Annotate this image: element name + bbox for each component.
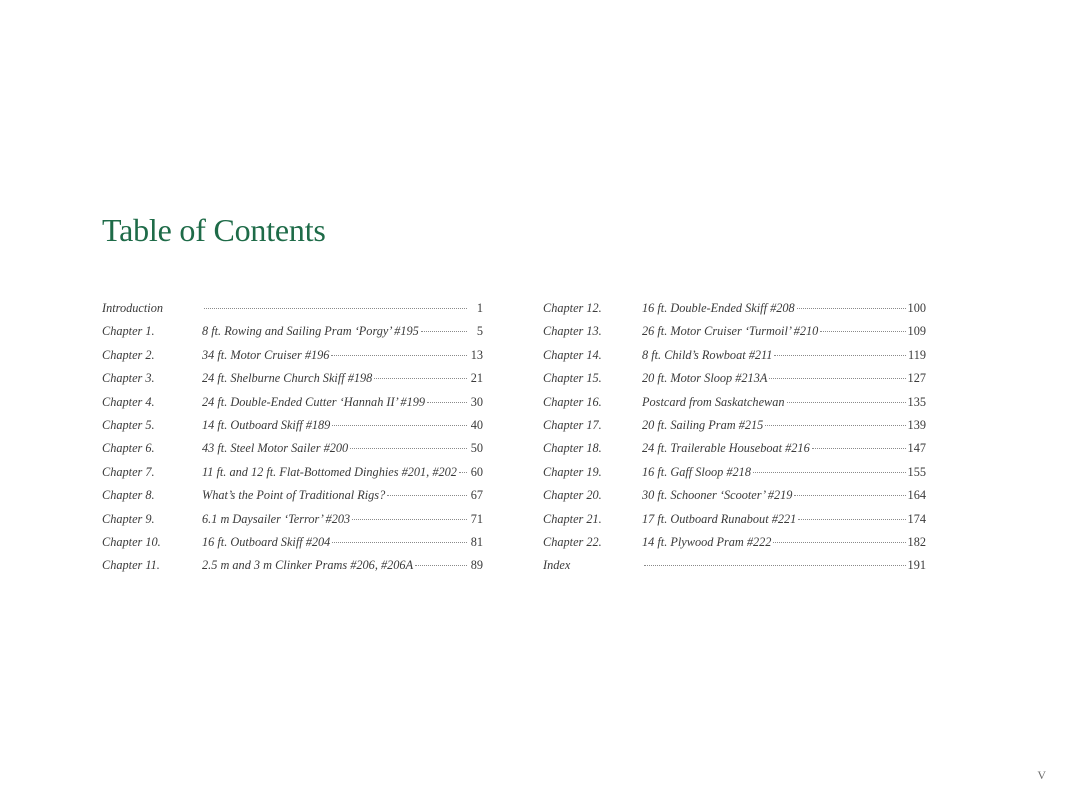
toc-entry[interactable] <box>543 554 926 577</box>
toc-entry-page-number: 60 <box>470 464 483 479</box>
toc-entry-title: 16 ft. Gaff Sloop #218 <box>642 464 751 479</box>
toc-entry-page-number: 182 <box>907 534 926 549</box>
toc-entry[interactable] <box>543 344 926 367</box>
toc-entry-title: 14 ft. Plywood Pram #222 <box>642 534 772 549</box>
dot-leader <box>820 331 905 332</box>
dot-leader <box>387 495 467 496</box>
toc-entry-page-number: 147 <box>907 441 926 456</box>
toc-entry-title: 30 ft. Schooner ‘Scooter’ #219 <box>642 488 793 503</box>
dot-leader <box>332 425 467 426</box>
toc-entry-label: Chapter 22. <box>543 534 602 549</box>
toc-entry[interactable] <box>102 367 483 390</box>
toc-entry[interactable] <box>102 461 483 484</box>
toc-entry-label: Chapter 2. <box>102 347 155 362</box>
toc-entry-page-number: 67 <box>470 488 483 503</box>
toc-entry-title: 8 ft. Child’s Rowboat #211 <box>642 347 773 362</box>
toc-entry-label: Chapter 11. <box>102 558 160 573</box>
toc-entry-page-number: 119 <box>908 347 926 362</box>
toc-entry-label: Chapter 10. <box>102 534 161 549</box>
toc-entry-title: Postcard from Saskatchewan <box>642 394 785 409</box>
toc-entry-title: 11 ft. and 12 ft. Flat-Bottomed Dinghies #201, #202 <box>202 464 457 479</box>
toc-entry-page-number: 30 <box>470 394 483 409</box>
toc-entry-label: Chapter 5. <box>102 417 155 432</box>
toc-entry-label: Chapter 17. <box>543 417 602 432</box>
toc-entry-page-number: 191 <box>907 558 926 573</box>
toc-entry-title: 24 ft. Double-Ended Cutter ‘Hannah II’ #199 <box>202 394 426 409</box>
toc-entry-title: 24 ft. Trailerable Houseboat #216 <box>642 441 810 456</box>
toc-entry[interactable] <box>543 297 926 320</box>
toc-entry-page-number: 13 <box>470 347 483 362</box>
toc-entry[interactable] <box>102 437 483 460</box>
toc-entry-label: Chapter 6. <box>102 441 155 456</box>
toc-entry-label: Chapter 14. <box>543 347 602 362</box>
toc-entry-title: 43 ft. Steel Motor Sailer #200 <box>202 441 349 456</box>
dot-leader <box>421 331 467 332</box>
toc-entry[interactable] <box>543 461 926 484</box>
dot-leader <box>459 472 467 473</box>
toc-entry-page-number: 50 <box>470 441 483 456</box>
toc-entry-page-number: 109 <box>907 324 926 339</box>
toc-entry-label: Index <box>543 558 571 573</box>
toc-entry-page-number: 81 <box>470 534 483 549</box>
toc-entry[interactable] <box>543 437 926 460</box>
toc-entry[interactable] <box>102 391 483 414</box>
toc-entry[interactable] <box>543 367 926 390</box>
toc-entry-label: Chapter 3. <box>102 371 155 386</box>
toc-entry-title: 16 ft. Double-Ended Skiff #208 <box>642 301 795 315</box>
toc-entry-label: Chapter 18. <box>543 441 602 456</box>
page-number: V <box>1037 768 1046 782</box>
toc-entry[interactable] <box>102 414 483 437</box>
toc-entry[interactable] <box>543 508 926 531</box>
toc-entry-page-number: 127 <box>907 371 926 386</box>
toc-entry-page-number: 71 <box>470 511 483 526</box>
toc-entry-title: 14 ft. Outboard Skiff #189 <box>202 417 331 432</box>
toc-entry-title: 24 ft. Shelburne Church Skiff #198 <box>202 371 373 386</box>
toc-entry-title: 20 ft. Sailing Pram #215 <box>642 417 764 432</box>
dot-leader <box>769 378 905 379</box>
dot-leader <box>773 542 905 543</box>
toc-entry-page-number: 155 <box>907 464 926 479</box>
dot-leader <box>794 495 905 496</box>
dot-leader <box>204 308 467 309</box>
toc-entry-title: 6.1 m Daysailer ‘Terror’ #203 <box>202 511 351 526</box>
dot-leader <box>753 472 906 473</box>
toc-entry-label: Chapter 19. <box>543 464 602 479</box>
dot-leader <box>812 448 906 449</box>
toc-entry-label: Chapter 13. <box>543 324 602 339</box>
toc-entry-title: 26 ft. Motor Cruiser ‘Turmoil’ #210 <box>642 324 819 339</box>
toc-entry-label: Chapter 9. <box>102 511 155 526</box>
toc-entry[interactable] <box>102 344 483 367</box>
dot-leader <box>427 402 467 403</box>
toc-entry-page-number: 40 <box>470 417 483 432</box>
toc-entry-title: 8 ft. Rowing and Sailing Pram ‘Porgy’ #195 <box>202 324 419 339</box>
dot-leader <box>352 519 467 520</box>
dot-leader <box>332 542 467 543</box>
toc-entry[interactable] <box>102 531 483 554</box>
toc-entry-label: Chapter 1. <box>102 324 155 339</box>
dot-leader <box>374 378 467 379</box>
toc-entry-title: 16 ft. Outboard Skiff #204 <box>202 534 331 549</box>
toc-entry-label: Chapter 8. <box>102 488 155 503</box>
toc-entry-title: What’s the Point of Traditional Rigs? <box>202 488 386 503</box>
toc-entry-label: Chapter 21. <box>543 511 602 526</box>
toc-column-right <box>543 297 926 578</box>
toc-entry-page-number: 5 <box>476 324 483 339</box>
toc-entry-page-number: 100 <box>907 301 926 315</box>
dot-leader <box>765 425 905 426</box>
toc-entry-page-number: 164 <box>907 488 926 503</box>
toc-entry-title: 2.5 m and 3 m Clinker Prams #206, #206A <box>202 558 414 573</box>
toc-entry-label: Chapter 15. <box>543 371 602 386</box>
dot-leader <box>787 402 906 403</box>
toc-entry[interactable] <box>543 414 926 437</box>
dot-leader <box>798 519 905 520</box>
toc-entry-label: Introduction <box>102 301 164 315</box>
dot-leader <box>331 355 467 356</box>
toc-entry[interactable] <box>543 391 926 414</box>
toc-entry-title: 34 ft. Motor Cruiser #196 <box>202 347 330 362</box>
toc-entry[interactable] <box>102 554 483 577</box>
page-title: Table of Contents <box>102 212 326 248</box>
toc-entry[interactable] <box>102 320 483 343</box>
toc-entry-page-number: 139 <box>907 417 926 432</box>
dot-leader <box>797 308 906 309</box>
dot-leader <box>415 565 467 566</box>
toc-entry-page-number: 174 <box>907 511 926 526</box>
toc-entry-label: Chapter 20. <box>543 488 602 503</box>
dot-leader <box>350 448 467 449</box>
toc-entry[interactable] <box>543 531 926 554</box>
toc-entry-title: 20 ft. Motor Sloop #213A <box>642 371 768 386</box>
toc-entry[interactable] <box>102 297 483 320</box>
toc-column-left <box>102 297 483 578</box>
toc-entry-title: 17 ft. Outboard Runabout #221 <box>642 511 797 526</box>
toc-entry[interactable] <box>543 484 926 507</box>
toc-entry-label: Chapter 4. <box>102 394 155 409</box>
toc-entry-page-number: 135 <box>907 394 926 409</box>
toc-entry-label: Chapter 12. <box>543 301 602 315</box>
toc-entry-page-number: 1 <box>476 301 483 315</box>
toc-entry-label: Chapter 7. <box>102 464 155 479</box>
toc-entry-page-number: 21 <box>470 371 483 386</box>
toc-entry-page-number: 89 <box>470 558 483 573</box>
dot-leader <box>644 565 906 566</box>
toc-entry-label: Chapter 16. <box>543 394 602 409</box>
toc-entry[interactable] <box>102 484 483 507</box>
toc-entry[interactable] <box>102 508 483 531</box>
toc-entry[interactable] <box>543 320 926 343</box>
dot-leader <box>774 355 906 356</box>
